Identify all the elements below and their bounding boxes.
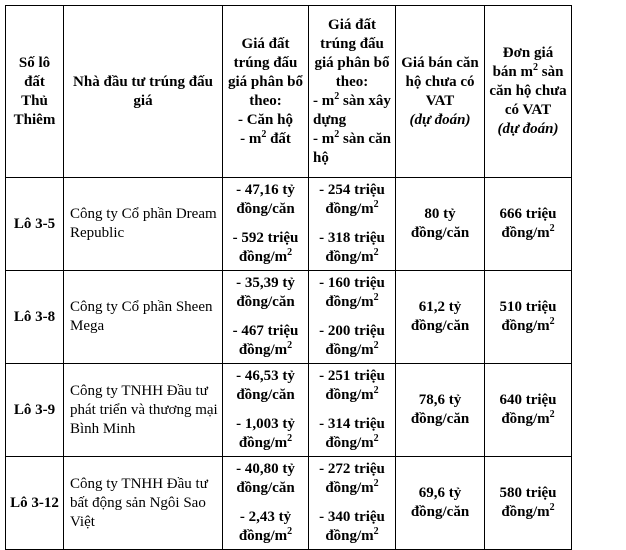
land-price-cell: - 40,80 tỷ đồng/căn - 2,43 tỷ đồng/$m^2$ — [223, 457, 309, 550]
header-land-price-line2: - $m^2$ đất — [240, 128, 291, 147]
investor-cell: Công ty Cổ phần Dream Republic — [64, 178, 223, 271]
apt-price-cell: 69,6 tỷ đồng/căn — [396, 457, 485, 550]
lot-cell: Lô 3-9 — [6, 364, 64, 457]
header-land-price-m2-line1: - $m^2$ sàn xây dựng — [313, 90, 391, 128]
header-apt-price-note: (dự đoán) — [409, 111, 471, 128]
header-land-price-m2-line2: - $m^2$ sàn căn hộ — [313, 128, 391, 166]
header-apt-price: Giá bán căn hộ chưa có VAT (dự đoán) — [396, 6, 485, 178]
land-price-m2-cell: - 254 triệu đồng/$m^2$ - 318 triệu đồng/$m^2$ — [309, 178, 396, 271]
lot-cell: Lô 3-5 — [6, 178, 64, 271]
header-unit-price-note: (dự đoán) — [497, 121, 559, 137]
investor-cell: Công ty Cổ phần Sheen Mega — [64, 271, 223, 364]
land-price-cell: - 46,53 tỷ đồng/căn - 1,003 tỷ đồng/$m^2$ — [223, 364, 309, 457]
table-row — [6, 178, 572, 271]
unit-price-cell: 640 triệu đồng/$m^2$ — [485, 364, 572, 457]
table-row — [6, 457, 572, 550]
investor-cell: Công ty TNHH Đầu tư bất động sản Ngôi Sao Việt — [64, 457, 223, 550]
land-price-cell: - 47,16 tỷ đồng/căn - 592 triệu đồng/$m^2$ — [223, 178, 309, 271]
table-row — [6, 364, 572, 457]
land-price-m2-cell: - 160 triệu đồng/$m^2$ - 200 triệu đồng/$m^2$ — [309, 271, 396, 364]
header-land-price-title: Giá đất trúng đấu giá phân bổ theo: — [227, 35, 304, 109]
land-price-m2-cell: - 251 triệu đồng/$m^2$ - 314 triệu đồng/$m^2$ — [309, 364, 396, 457]
unit-price-cell: 510 triệu đồng/$m^2$ — [485, 271, 572, 364]
header-investor: Nhà đầu tư trúng đấu giá — [64, 6, 223, 178]
header-unit-price: Đơn giá bán $m^2$ sàn căn hộ chưa có VAT (dự đoán) — [485, 6, 572, 178]
table-row — [6, 271, 572, 364]
lot-cell: Lô 3-12 — [6, 457, 64, 550]
investor-cell: Công ty TNHH Đầu tư phát triển và thương mại Bình Minh — [64, 364, 223, 457]
header-row — [6, 6, 572, 178]
land-price-cell: - 35,39 tỷ đồng/căn - 467 triệu đồng/$m^2$ — [223, 271, 309, 364]
header-land-price-line1: - Căn hộ — [237, 111, 293, 128]
apt-price-cell: 61,2 tỷ đồng/căn — [396, 271, 485, 364]
header-land-price — [223, 6, 309, 178]
unit-price-cell: 666 triệu đồng/$m^2$ — [485, 178, 572, 271]
apt-price-cell: 78,6 tỷ đồng/căn — [396, 364, 485, 457]
header-land-price-m2-title: Giá đất trúng đấu giá phân bổ theo: — [314, 16, 390, 90]
apt-price-cell: 80 tỷ đồng/căn — [396, 178, 485, 271]
lot-cell: Lô 3-8 — [6, 271, 64, 364]
header-lot: Số lô đất Thủ Thiêm — [6, 6, 64, 178]
header-land-price-m2 — [309, 6, 396, 178]
land-price-m2-cell: - 272 triệu đồng/$m^2$ - 340 triệu đồng/$m^2$ — [309, 457, 396, 550]
unit-price-cell: 580 triệu đồng/$m^2$ — [485, 457, 572, 550]
auction-table — [5, 5, 572, 550]
